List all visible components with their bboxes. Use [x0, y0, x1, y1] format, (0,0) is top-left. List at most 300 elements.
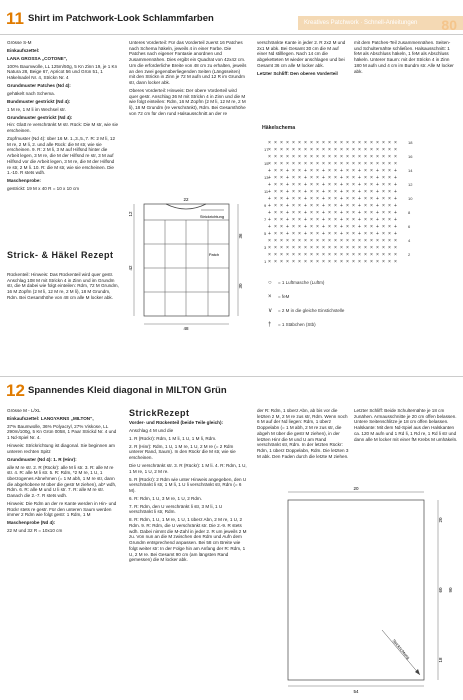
chart-stitch: × [328, 203, 331, 209]
bottom-col2-paragraph: Die U verschränkt str. 3. R (Rückr): 1 M li. 4. R: Rdm, 1 U, 1 M re, 1 U, 2 M re. [129, 462, 247, 474]
chart-stitch: × [346, 140, 349, 146]
chart-stitch: × [364, 189, 367, 195]
chart-stitch: × [364, 224, 367, 230]
chart-row-label: 1 [264, 259, 267, 264]
chart-stitch: × [268, 252, 271, 258]
chart-stitch: × [382, 161, 385, 167]
chart-stitch: × [382, 189, 385, 195]
chart-stitch: × [316, 154, 319, 160]
chart-stitch: × [316, 210, 319, 216]
chart-stitch: × [310, 161, 313, 167]
top-col1-paragraph: Maschenprobe: [7, 178, 41, 184]
chart-stitch: × [334, 168, 337, 174]
chart-stitch: × [394, 245, 397, 251]
chart-stitch: × [292, 182, 295, 188]
chart-stitch: + [304, 203, 307, 209]
chart-row-label: 4 [408, 238, 411, 243]
chart-stitch: + [340, 231, 343, 237]
chart-stitch: × [280, 210, 283, 216]
chart-stitch: + [304, 182, 307, 188]
chart-stitch: × [346, 147, 349, 153]
chart-stitch: × [292, 161, 295, 167]
chart-stitch: × [382, 203, 385, 209]
chart-stitch: × [376, 245, 379, 251]
column-front-instructions [129, 40, 247, 119]
chart-stitch: × [310, 252, 313, 258]
chart-stitch: × [322, 238, 325, 244]
chart-stitch: × [388, 189, 391, 195]
chart-stitch: × [298, 203, 301, 209]
chart-stitch: × [316, 196, 319, 202]
chart-stitch: × [376, 259, 379, 265]
chart-stitch: × [346, 259, 349, 265]
chart-stitch: × [346, 203, 349, 209]
chart-stitch: × [322, 147, 325, 153]
dim-left-mid: 42 [128, 265, 133, 271]
chart-stitch: × [274, 259, 277, 265]
chart-stitch: × [280, 259, 283, 265]
chart-stitch: × [382, 238, 385, 244]
chart-stitch: × [376, 238, 379, 244]
column-finishing [354, 40, 458, 76]
chart-stitch: × [364, 168, 367, 174]
article-title-2: Spannendes Kleid diagonal in MILTON Grün [28, 385, 227, 396]
chart-stitch: + [376, 175, 379, 181]
chart-stitch: + [268, 231, 271, 237]
legend-symbol: ○ [268, 280, 272, 286]
chart-stitch: × [274, 189, 277, 195]
chart-stitch: × [364, 175, 367, 181]
chart-stitch: × [316, 238, 319, 244]
legend-text: = 2 M in die gleiche Einstichstelle [278, 308, 345, 313]
chart-stitch: × [316, 140, 319, 146]
chart-stitch: × [304, 259, 307, 265]
chart-stitch: + [322, 182, 325, 188]
top-col1-paragraph: Hin: Glatt re verschränkt M str. Rück: Die M str, wie sie erscheinen. [7, 122, 119, 134]
chart-row-label: 3 [264, 245, 267, 250]
chart-stitch: × [292, 252, 295, 258]
chart-stitch: × [376, 252, 379, 258]
top-col3-paragraph: verschränkte Kante in jeder 2. R 2x2 M und 2x1 M abk. Bei Gesamt 30 cm die M auf einer Nd stilllegen. Nach 14 cm die abgeketteten M wieder anschlagen und bei Gesamt 36 cm alle M locker abk. [257, 40, 346, 68]
chart-stitch: × [352, 196, 355, 202]
chart-stitch: × [316, 168, 319, 174]
strick-direction-label: Strickrichtung [199, 214, 225, 219]
chart-stitch: × [316, 175, 319, 181]
chart-stitch: × [310, 259, 313, 265]
bottom-col1-paragraph: Einkaufszettel: LANGYARNS „MILTON“, [7, 415, 94, 421]
chart-stitch: + [340, 175, 343, 181]
chart-stitch: × [280, 161, 283, 167]
chart-stitch: × [328, 259, 331, 265]
chart-stitch: × [370, 245, 373, 251]
chart-stitch: × [334, 252, 337, 258]
legend-text: = 1 Stäbchen (Stb) [278, 322, 316, 327]
chart-stitch: × [364, 161, 367, 167]
chart-stitch: + [268, 182, 271, 188]
dress-dim-a: 20 [438, 517, 443, 523]
chart-stitch: × [382, 231, 385, 237]
chart-stitch: × [334, 147, 337, 153]
chart-stitch: × [292, 217, 295, 223]
chart-stitch: × [364, 140, 367, 146]
bottom-col1-paragraph: alle M re str. 2. R (Rückr): alle M li str. 3. R: alle M re str. 4. R: alle M li str. 5. R: Rdm, *2 M re, 1 U, 1 überzogenes Abnehmen (= 1 M abh, 1 M re str, dann die abgehobene M über die gestr M ziehen), ab* wdh, Rdm. 6. R: alle M und U li str. 7. R: alle M re str. Danach die 2.-7. R stets wdh. [7, 464, 117, 499]
chart-row-label: 9 [264, 203, 267, 208]
bottom-col1-paragraph: Grösse M - L/XL [7, 408, 41, 413]
chart-stitch: × [298, 168, 301, 174]
chart-stitch: × [298, 161, 301, 167]
chart-stitch: × [328, 189, 331, 195]
chart-stitch: + [340, 196, 343, 202]
chart-stitch: × [304, 154, 307, 160]
article-header-top [0, 10, 463, 32]
chart-stitch: × [352, 231, 355, 237]
chart-stitch: × [316, 161, 319, 167]
chart-stitch: + [304, 189, 307, 195]
top-col1-paragraph: Zopfmuster (Nd 4): über 16 M. 1.,3.,5.,7. R: 2 M li, 12 M re, 2 M li, 2. und alle Rück: die M str, wie sie erscheinen. 9. R: 2 M li, 3 M auf Hilfsnd hinter die Arbeit legen, 3 M re, die M der Hilfsnd re str, 3 M auf Hilfsnd vor die Arbeit legen, 3 M re, die M der Hilfsnd re str, 2 M li. 10. R: die M str, wie sie erscheinen. Die 1.-10. R stets wdh. [7, 136, 115, 176]
shirt-schematic [126, 196, 256, 331]
chart-stitch: × [310, 231, 313, 237]
chart-stitch: + [304, 217, 307, 223]
chart-stitch: × [340, 154, 343, 160]
chart-stitch: × [352, 161, 355, 167]
chart-stitch: × [274, 238, 277, 244]
chart-stitch: × [310, 175, 313, 181]
chart-stitch: × [382, 182, 385, 188]
chart-stitch: + [340, 210, 343, 216]
legend-text: = feM [278, 294, 290, 299]
chart-stitch: + [322, 196, 325, 202]
dress-schematic [262, 480, 458, 695]
chart-stitch: × [382, 147, 385, 153]
chart-stitch: × [268, 140, 271, 146]
chart-stitch: × [364, 245, 367, 251]
chart-stitch: × [340, 140, 343, 146]
chart-stitch: × [316, 203, 319, 209]
chart-stitch: × [316, 252, 319, 258]
chart-stitch: + [286, 189, 289, 195]
chart-stitch: × [316, 182, 319, 188]
chart-stitch: + [322, 189, 325, 195]
chart-row-label: 5 [264, 231, 267, 236]
chart-stitch: + [376, 224, 379, 230]
bottom-col1-paragraph: 37% Baumwolle, 36% Polyacryl, 27% Viskose, LL 290m/100g, 5 Kn Grün 0058, 1 Paar Strickd Nr. 4 und 1 Nd-Spiel Nr. 4. [7, 423, 117, 441]
chart-stitch: × [394, 252, 397, 258]
chart-stitch: × [370, 210, 373, 216]
chart-stitch: × [370, 147, 373, 153]
top-col1-paragraph: Grundmuster Patches (Nd 4): [7, 82, 71, 88]
chart-stitch: × [340, 259, 343, 265]
chart-row-label: 11 [264, 189, 269, 194]
chart-stitch: + [286, 168, 289, 174]
chart-stitch: + [340, 182, 343, 188]
chart-stitch: × [388, 147, 391, 153]
chart-stitch: × [382, 224, 385, 230]
chart-stitch: + [340, 189, 343, 195]
dress-dim-c: 18 [438, 657, 443, 663]
chart-stitch: × [352, 259, 355, 265]
dim-right-b: 30 [238, 283, 243, 289]
chart-stitch: × [346, 161, 349, 167]
chart-stitch: × [376, 161, 379, 167]
chart-stitch: × [364, 210, 367, 216]
column-finishing-2 [354, 408, 458, 444]
chart-stitch: × [382, 217, 385, 223]
legend-symbol: × [268, 294, 272, 300]
chart-stitch: × [280, 140, 283, 146]
chart-stitch: × [280, 196, 283, 202]
bottom-col1-paragraph: Hinweis: Strickrichtung ist diagonal. Sie beginnen am unteren rechten Spitz [7, 443, 116, 454]
bottom-col4-paragraph: Letzter Schliff: Beide Schulternähte je 18 cm zunähen. Armausschnitte je 20 cm offen belassen. Untere Seitenschlitze je 18 cm offen belassen. Halskante: Mit dem Nd-Spiel aus den Halskanten ca. 120 M aufn und 1 Rd li, 1 Rd re, 1 Rd li str und dann alle M locker mit einer fM Krebs M umhäkeln. [354, 408, 458, 442]
article-divider [0, 376, 463, 377]
chart-stitch: + [394, 217, 397, 223]
chart-stitch: + [322, 168, 325, 174]
chart-stitch: × [388, 168, 391, 174]
chart-stitch: × [394, 259, 397, 265]
chart-stitch: × [298, 210, 301, 216]
chart-stitch: × [286, 252, 289, 258]
chart-row-label: 10 [408, 196, 413, 201]
legend-symbol: † [268, 322, 272, 328]
chart-stitch: × [280, 245, 283, 251]
chart-stitch: × [322, 140, 325, 146]
column-body-instructions [129, 420, 247, 565]
chart-stitch: × [328, 175, 331, 181]
chart-stitch: × [280, 238, 283, 244]
recipe-heading: Strick- & Häkel Rezept [7, 250, 114, 260]
chart-stitch: × [352, 217, 355, 223]
chart-stitch: × [298, 231, 301, 237]
chart-stitch: × [292, 189, 295, 195]
chart-stitch: × [334, 203, 337, 209]
top-col1-paragraph: Einkaufszettel: [7, 47, 40, 53]
chart-stitch: × [352, 238, 355, 244]
chart-stitch: × [316, 217, 319, 223]
chart-stitch: × [346, 168, 349, 174]
article-number: 11 [6, 9, 24, 28]
chart-stitch: × [292, 203, 295, 209]
chart-stitch: × [274, 203, 277, 209]
chart-stitch: × [352, 203, 355, 209]
chart-stitch: × [310, 210, 313, 216]
chart-stitch: × [334, 154, 337, 160]
chart-stitch: × [334, 210, 337, 216]
chart-stitch: × [364, 154, 367, 160]
chart-stitch: × [388, 252, 391, 258]
chart-stitch: × [334, 196, 337, 202]
chart-stitch: × [388, 259, 391, 265]
chart-stitch: + [304, 224, 307, 230]
chart-stitch: × [388, 210, 391, 216]
chart-stitch: + [340, 168, 343, 174]
chart-stitch: × [292, 196, 295, 202]
chart-stitch: × [292, 238, 295, 244]
top-col1-paragraph: gestrickt: 19 M x 40 R = 10 x 10 cm [7, 186, 80, 192]
bottom-col2-paragraph: 8. R: Rdm, 1 U, 1 M re, 1 U, 1 überz Abn, 2 M re, 1 U, 2 Rdm. 9. R: Rdm, die U verschränkt str. Die 2.-9. R stets wdh. Dabei nimmt die M-Zahl in jeder 2. R um jeweils 2 M zu. Von nun an die M zwischen den Rdm und Aufn dem Grundm entsprechend anpassen. Bei 58 cm Breite wie folgt weiter str: In der Folge hin am Anfang der R: Rdm, 1 U, 2 M re. Bei Gesamt 90 cm (am längsten Rand gemessen) die M locker abk. [129, 517, 247, 563]
chart-stitch: + [322, 203, 325, 209]
chart-stitch: + [322, 224, 325, 230]
chart-stitch: × [364, 252, 367, 258]
chart-stitch: × [382, 175, 385, 181]
page-number: 80 [441, 17, 457, 33]
chart-row-label: 17 [264, 147, 269, 152]
chart-stitch: × [286, 140, 289, 146]
top-col1-paragraph: Bundmuster gestrickt (Nd 4): [7, 98, 71, 104]
chart-stitch: × [274, 161, 277, 167]
chart-stitch: × [286, 259, 289, 265]
chart-stitch: × [364, 238, 367, 244]
chart-stitch: × [388, 196, 391, 202]
chart-stitch: × [382, 259, 385, 265]
chart-stitch: × [328, 161, 331, 167]
column-back-instructions [7, 272, 119, 303]
chart-stitch: × [328, 217, 331, 223]
chart-stitch: + [376, 168, 379, 174]
chart-stitch: × [358, 154, 361, 160]
dress-strick-label: Strickrichtung [391, 638, 411, 660]
chart-stitch: × [298, 182, 301, 188]
chart-stitch: × [388, 154, 391, 160]
chart-stitch: + [358, 203, 361, 209]
dress-dim-top: 20 [353, 486, 359, 491]
chart-stitch: × [382, 245, 385, 251]
chart-stitch: × [370, 140, 373, 146]
chart-stitch: + [304, 231, 307, 237]
chart-stitch: + [304, 210, 307, 216]
chart-stitch: × [304, 252, 307, 258]
chart-stitch: × [388, 231, 391, 237]
chart-stitch: × [298, 224, 301, 230]
chart-stitch: × [280, 175, 283, 181]
chart-stitch: × [382, 168, 385, 174]
chart-stitch: + [340, 203, 343, 209]
chart-stitch: × [340, 245, 343, 251]
chart-stitch: × [352, 175, 355, 181]
chart-stitch: × [370, 203, 373, 209]
chart-stitch: × [292, 175, 295, 181]
chart-stitch: × [388, 203, 391, 209]
chart-stitch: + [376, 210, 379, 216]
chart-stitch: + [358, 231, 361, 237]
chart-stitch: × [328, 140, 331, 146]
chart-stitch: × [292, 154, 295, 160]
article-header-bottom [0, 382, 463, 404]
chart-stitch: × [358, 252, 361, 258]
chart-stitch: × [310, 203, 313, 209]
chart-stitch: × [328, 147, 331, 153]
chart-stitch: × [310, 182, 313, 188]
chart-stitch: × [310, 217, 313, 223]
chart-stitch: × [310, 196, 313, 202]
chart-stitch: × [340, 161, 343, 167]
chart-stitch: × [388, 238, 391, 244]
chart-stitch: × [370, 252, 373, 258]
chart-stitch: × [388, 217, 391, 223]
chart-stitch: × [352, 252, 355, 258]
chart-row-label: 8 [408, 210, 411, 215]
dress-dim-b: 60 [438, 587, 443, 593]
chart-stitch: × [358, 259, 361, 265]
chart-stitch: × [274, 210, 277, 216]
chart-stitch: + [394, 175, 397, 181]
chart-stitch: × [298, 154, 301, 160]
chart-stitch: + [358, 182, 361, 188]
chart-row-label: 13 [264, 175, 269, 180]
chart-stitch: × [334, 238, 337, 244]
chart-stitch: × [328, 196, 331, 202]
chart-row-label: 6 [408, 224, 411, 229]
chart-row-label: 15 [264, 161, 269, 166]
chart-stitch: × [316, 147, 319, 153]
chart-stitch: + [394, 203, 397, 209]
chart-stitch: × [346, 196, 349, 202]
chart-stitch: × [334, 259, 337, 265]
chart-stitch: × [298, 252, 301, 258]
chart-stitch: + [268, 224, 271, 230]
chart-stitch: × [298, 259, 301, 265]
chart-stitch: × [328, 238, 331, 244]
chart-stitch: + [394, 224, 397, 230]
top-col1-paragraph: Grundmuster gestrickt (Nd 4): [7, 114, 73, 120]
chart-stitch: × [310, 168, 313, 174]
chart-stitch: + [286, 231, 289, 237]
bottom-col1-paragraph: 22 M und 32 R = 10x10 cm [7, 528, 63, 534]
chart-stitch: + [322, 175, 325, 181]
chart-stitch: × [322, 154, 325, 160]
chart-stitch: + [358, 224, 361, 230]
chart-stitch: × [304, 245, 307, 251]
chart-stitch: × [352, 210, 355, 216]
chart-stitch: × [328, 210, 331, 216]
chart-stitch: × [274, 224, 277, 230]
chart-stitch: × [364, 231, 367, 237]
chart-stitch: × [334, 182, 337, 188]
chart-stitch: + [322, 217, 325, 223]
chart-stitch: × [304, 161, 307, 167]
chart-stitch: × [268, 147, 271, 153]
chart-stitch: × [358, 238, 361, 244]
chart-row-label: 2 [408, 252, 411, 257]
chart-stitch: × [388, 161, 391, 167]
chart-stitch: × [346, 154, 349, 160]
chart-stitch: × [274, 168, 277, 174]
chart-stitch: × [292, 140, 295, 146]
chart-stitch: + [268, 203, 271, 209]
chart-stitch: × [364, 259, 367, 265]
chart-stitch: × [322, 245, 325, 251]
chart-stitch: × [322, 259, 325, 265]
chart-stitch: × [334, 175, 337, 181]
chart-stitch: × [274, 245, 277, 251]
bottom-col2-paragraph: 7. R: Rdm, den U verschränkt li str, 3 M li, 1 U verschränkt li str, Rdm. [129, 503, 223, 515]
chart-stitch: × [268, 259, 271, 265]
chart-stitch: × [382, 154, 385, 160]
bottom-col2-paragraph: 6. R: Rdm, 1 U, 3 M re, 1 U, 2 Rdm. [129, 495, 203, 501]
top-col2-paragraph: Unteres Vorderteil: Für das Vorderteil zuerst 16 Patches nach Schema häkeln, jeweils 4 in einer Farbe. Die Patches nach eigener Fantasie anordnen und zusammennähen. Dies ergibt ein Quadrat von 42x42 cm. Um die erforderliche Breite von 48 cm zu erhalten, jeweils an den zwei gegenüberliegenden Seiten (Längsseiten) mit den Strickn in Zinn je 72 M aufn und 12 R im Grundm str, dann locker abk. [129, 40, 247, 85]
chart-row-label: 12 [408, 182, 413, 187]
chart-stitch: + [358, 189, 361, 195]
header-divider [0, 34, 463, 35]
chart-stitch: × [280, 147, 283, 153]
chart-stitch: + [340, 224, 343, 230]
chart-stitch: × [328, 182, 331, 188]
chart-stitch: × [298, 140, 301, 146]
chart-stitch: × [382, 140, 385, 146]
chart-stitch: + [358, 196, 361, 202]
chart-stitch: × [280, 168, 283, 174]
chart-stitch: × [382, 196, 385, 202]
chart-stitch: × [346, 189, 349, 195]
dim-top: 22 [183, 197, 189, 202]
